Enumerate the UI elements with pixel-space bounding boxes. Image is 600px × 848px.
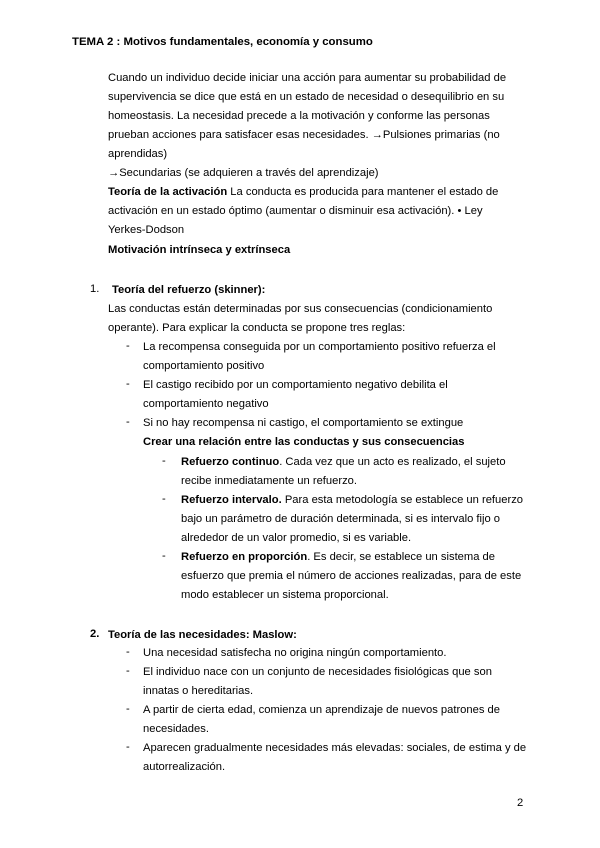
intro-line-5: aprendidas) — [108, 148, 168, 160]
section2-heading: Teoría de las necesidades: Maslow: — [108, 629, 297, 641]
rule-2-line-2: comportamiento negativo — [143, 398, 269, 410]
reinforcement-proportion-title: Refuerzo en proporción — [181, 551, 308, 563]
reinforcement-interval-line-1 — [181, 493, 523, 507]
bullet-dash: - — [126, 703, 130, 715]
activation-text: La conducta es producida para mantener el estado de — [227, 186, 499, 198]
intro-line-1: Cuando un individuo decide iniciar una acción para aumentar su probabilidad de — [108, 72, 507, 84]
section1-intro-1: Las conductas están determinadas por sus consecuencias (condicionamiento — [108, 303, 493, 315]
section1-number: 1. — [90, 283, 100, 295]
maslow-item-1: Una necesidad satisfecha no origina ningún comportamiento. — [143, 647, 447, 659]
maslow-item-4-line-1: Aparecen gradualmente necesidades más elevadas: sociales, de estima y de — [143, 742, 527, 754]
activation-line-1 — [108, 185, 498, 199]
section1-heading: Teoría del refuerzo (skinner): — [112, 284, 266, 296]
page-title: TEMA 2 : Motivos fundamentales, economía y consumo — [72, 36, 373, 48]
bullet-dash: - — [126, 665, 130, 677]
reinforcement-continuous-text: . Cada vez que un acto es realizado, el sujeto — [279, 456, 506, 468]
rule-3-line-1: Si no hay recompensa ni castigo, el comportamiento se extingue — [143, 417, 464, 429]
activation-title: Teoría de la activación — [108, 186, 228, 198]
reinforcement-proportion-line-2: esfuerzo que premia el número de acciones realizadas, para de este — [181, 570, 522, 582]
intro-line-4: prueban acciones para satisfacer esas necesidades. →Pulsiones primarias (no — [108, 129, 500, 141]
section1-subheading: Crear una relación entre las conductas y sus consecuencias — [143, 436, 465, 448]
maslow-item-3-line-1: A partir de cierta edad, comienza un aprendizaje de nuevos patrones de — [143, 704, 500, 716]
bullet-dash: - — [126, 741, 130, 753]
page-number: 2 — [517, 797, 524, 809]
rule-1-line-1: La recompensa conseguida por un comportamiento positivo refuerza el — [143, 341, 496, 353]
reinforcement-interval-line-2: bajo un parámetro de duración determinada, si es intervalo fijo o — [181, 513, 501, 525]
maslow-item-2-line-1: El individuo nace con un conjunto de necesidades fisiológicas que son — [143, 666, 492, 678]
reinforcement-continuous-line-1 — [181, 455, 506, 469]
bullet-dash: - — [162, 455, 166, 467]
rule-2-line-1: El castigo recibido por un comportamiento negativo debilita el — [143, 379, 448, 391]
activation-line-3: Yerkes-Dodson — [108, 224, 185, 236]
motivation-heading: Motivación intrínseca y extrínseca — [108, 244, 291, 256]
bullet-dash: - — [162, 550, 166, 562]
reinforcement-interval-line-3: alrededor de un valor promedio, si es variable. — [181, 532, 412, 544]
bullet-dash: - — [162, 493, 166, 505]
maslow-item-4-line-2: autorrealización. — [143, 761, 226, 773]
section1-intro-2: operante). Para explicar la conducta se propone tres reglas: — [108, 322, 406, 334]
secondary-drives: →Secundarias (se adquieren a través del aprendizaje) — [108, 167, 379, 179]
intro-line-2: supervivencia se dice que está en un estado de necesidad o desequilibrio en su — [108, 91, 505, 103]
bullet-dash: - — [126, 416, 130, 428]
reinforcement-proportion-text: . Es decir, se establece un sistema de — [307, 551, 495, 563]
bullet-dash: - — [126, 378, 130, 390]
reinforcement-proportion-line-1 — [181, 550, 495, 564]
reinforcement-continuous-line-2: recibe inmediatamente un refuerzo. — [181, 475, 357, 487]
reinforcement-interval-title: Refuerzo intervalo. — [181, 494, 282, 506]
section2-number: 2. — [90, 628, 100, 640]
maslow-item-3-line-2: necesidades. — [143, 723, 209, 735]
rule-1-line-2: comportamiento positivo — [143, 360, 265, 372]
bullet-dash: - — [126, 340, 130, 352]
reinforcement-continuous-title: Refuerzo continuo — [181, 456, 280, 468]
intro-line-3: homeostasis. La necesidad precede a la motivación y conforme las personas — [108, 110, 490, 122]
reinforcement-proportion-line-3: modo establecer un sistema proporcional. — [181, 589, 389, 601]
bullet-dash: - — [126, 646, 130, 658]
maslow-item-2-line-2: innatas o hereditarias. — [143, 685, 254, 697]
activation-line-2: activación en un estado óptimo (aumentar o disminuir esa activación). • Ley — [108, 205, 483, 217]
reinforcement-interval-text: Para esta metodología se establece un refuerzo — [281, 494, 524, 506]
